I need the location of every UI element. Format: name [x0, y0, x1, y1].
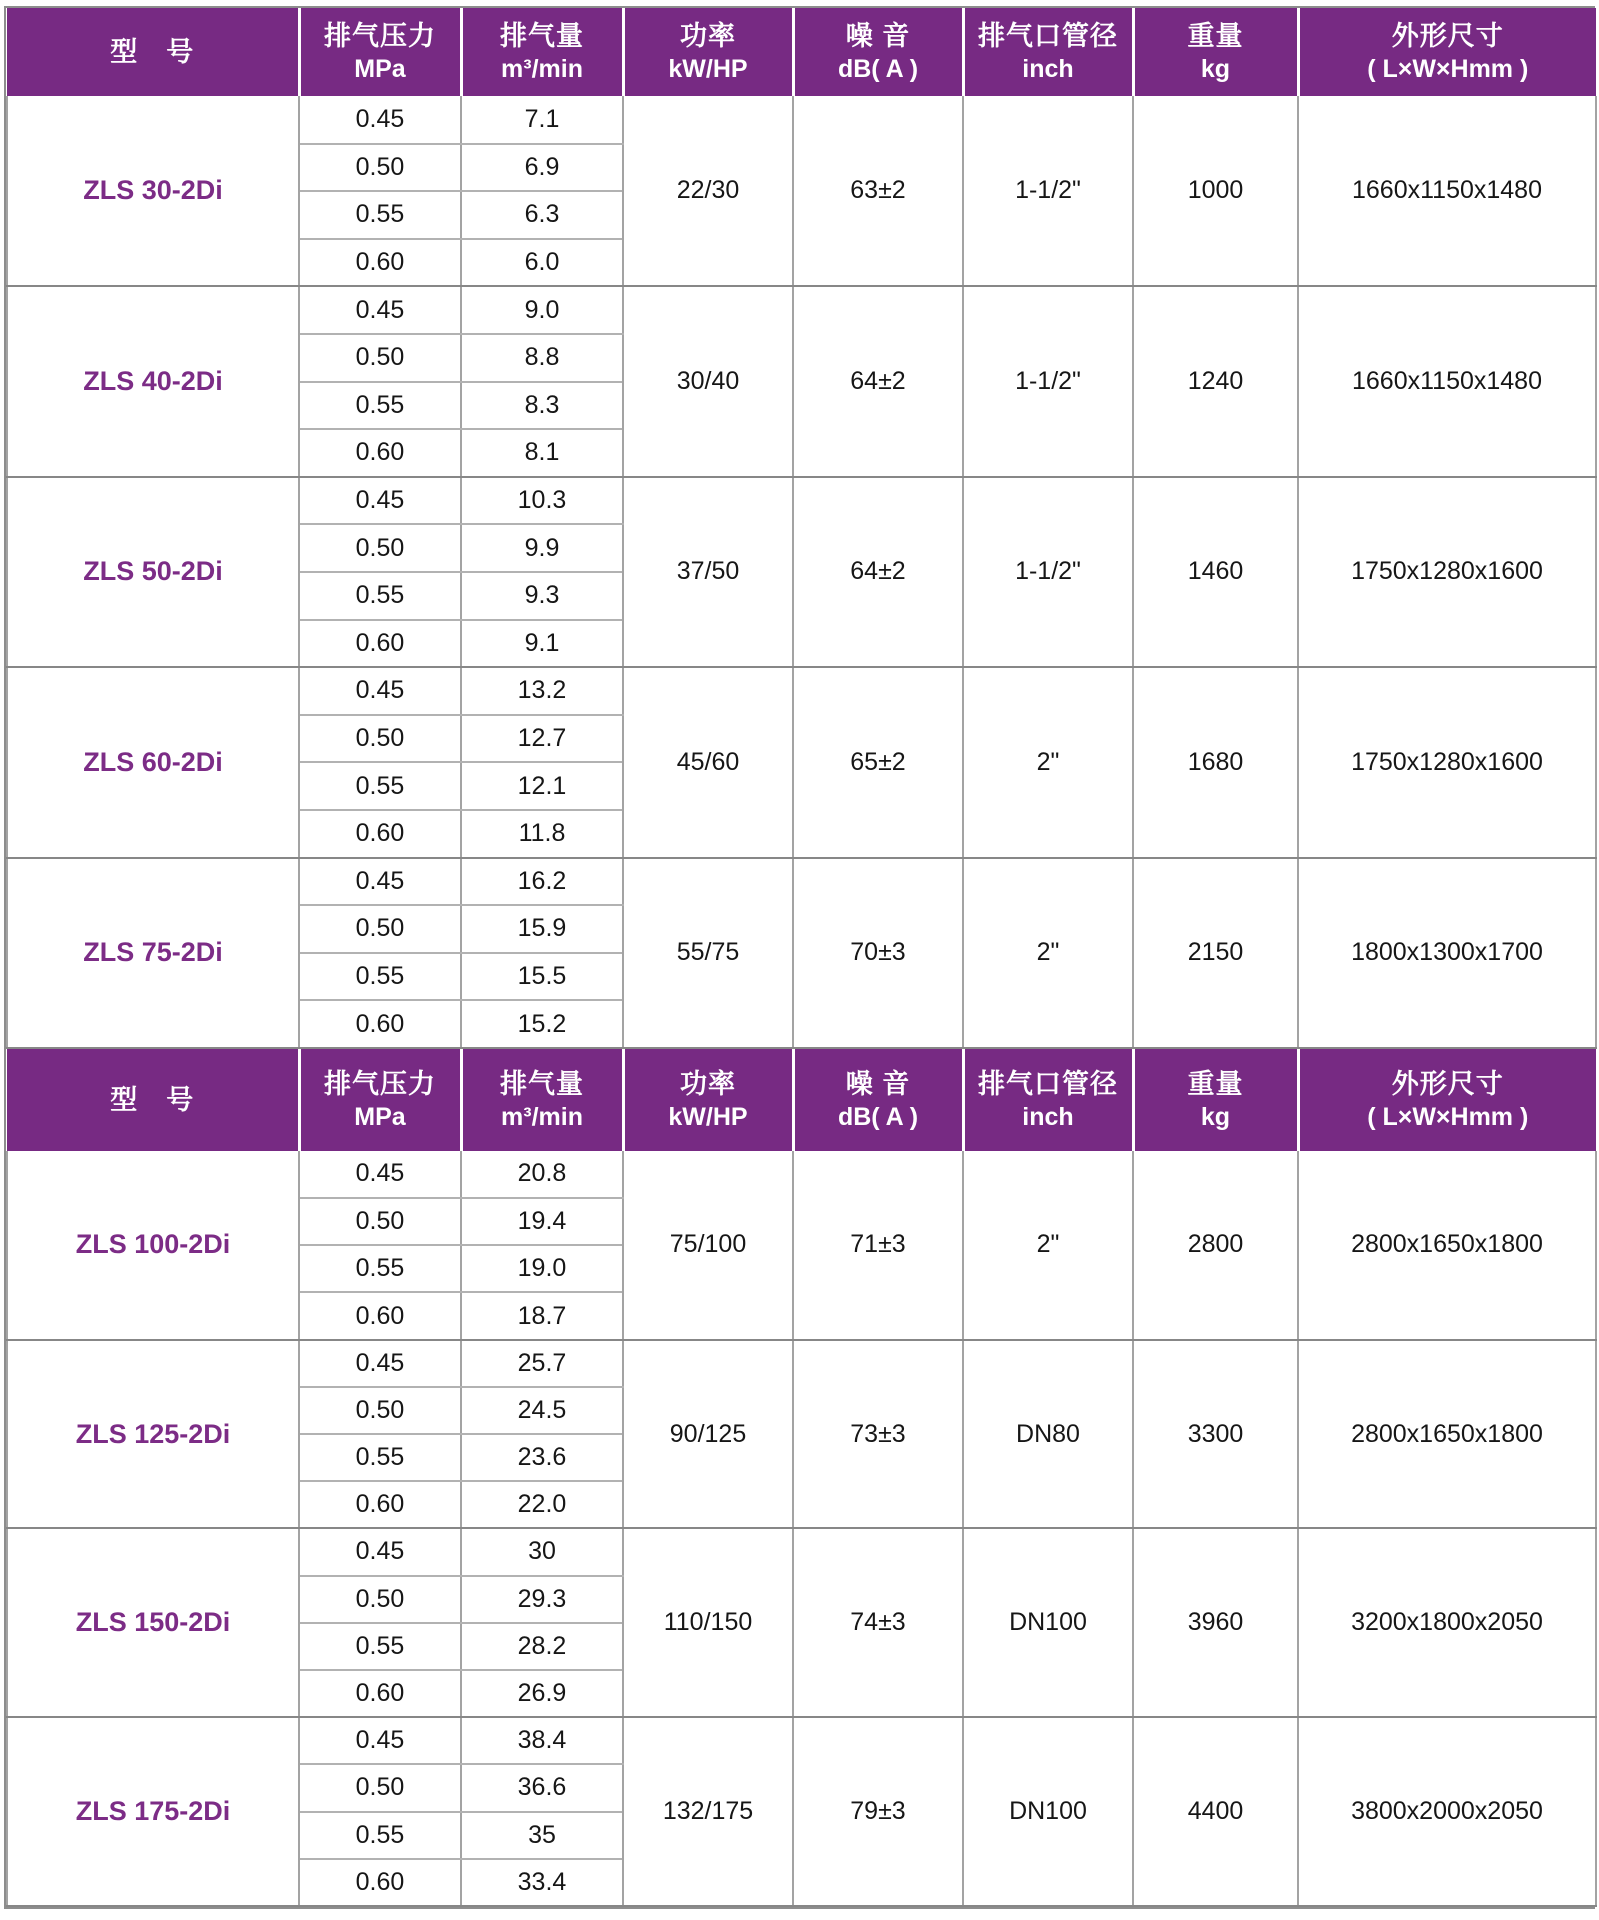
spec-row: [7, 667, 1596, 715]
volume-cell: 16.2: [461, 858, 623, 906]
pressure-cell: 0.55: [299, 1245, 461, 1292]
column-header-title: 外形尺寸: [1391, 1068, 1504, 1099]
volume-cell: 24.5: [461, 1387, 623, 1434]
volume-cell: 38.4: [461, 1717, 623, 1764]
power-cell: 45/60: [623, 667, 793, 857]
noise-cell: 64±2: [793, 286, 963, 476]
spec-tables: [6, 8, 1593, 1907]
model-cell: ZLS 175-2Di: [7, 1717, 299, 1906]
column-header-noise: [793, 8, 963, 96]
volume-cell: 9.1: [461, 620, 623, 668]
noise-cell: 70±3: [793, 858, 963, 1048]
pressure-cell: 0.60: [299, 239, 461, 287]
volume-cell: 6.9: [461, 144, 623, 192]
pressure-cell: 0.55: [299, 382, 461, 430]
pressure-cell: 0.45: [299, 667, 461, 715]
noise-cell: 71±3: [793, 1151, 963, 1340]
pipe-cell: 1-1/2": [963, 477, 1133, 667]
pressure-cell: 0.45: [299, 1151, 461, 1198]
pressure-cell: 0.45: [299, 477, 461, 525]
dims-cell: 1750x1280x1600: [1298, 667, 1596, 857]
pipe-cell: 2": [963, 1151, 1133, 1340]
noise-cell: 74±3: [793, 1528, 963, 1717]
power-cell: 37/50: [623, 477, 793, 667]
pipe-cell: DN80: [963, 1340, 1133, 1529]
pressure-cell: 0.55: [299, 953, 461, 1001]
column-header-weight: [1133, 8, 1298, 96]
volume-cell: 28.2: [461, 1623, 623, 1670]
volume-cell: 8.3: [461, 382, 623, 430]
column-header-unit: kW/HP: [668, 1102, 748, 1131]
pressure-cell: 0.45: [299, 1528, 461, 1575]
pressure-cell: 0.60: [299, 810, 461, 858]
column-header-unit: dB( A ): [837, 55, 919, 83]
weight-cell: 2150: [1133, 858, 1298, 1048]
noise-cell: 64±2: [793, 477, 963, 667]
volume-cell: 35: [461, 1812, 623, 1859]
column-header-power: [623, 1049, 793, 1151]
weight-cell: 1240: [1133, 286, 1298, 476]
column-header-title: 噪 音: [845, 21, 911, 51]
column-header-title: 排气压力: [324, 21, 436, 51]
noise-cell: 63±2: [793, 96, 963, 286]
volume-cell: 15.5: [461, 953, 623, 1001]
pressure-cell: 0.50: [299, 715, 461, 763]
weight-cell: 3960: [1133, 1528, 1298, 1717]
volume-cell: 23.6: [461, 1434, 623, 1481]
noise-cell: 79±3: [793, 1717, 963, 1906]
volume-cell: 25.7: [461, 1340, 623, 1387]
volume-cell: 8.8: [461, 334, 623, 382]
spec-row: [7, 1151, 1596, 1198]
dims-cell: 1750x1280x1600: [1298, 477, 1596, 667]
weight-cell: 1000: [1133, 96, 1298, 286]
model-cell: ZLS 100-2Di: [7, 1151, 299, 1340]
volume-cell: 9.0: [461, 286, 623, 334]
volume-cell: 12.1: [461, 762, 623, 810]
dims-cell: 1660x1150x1480: [1298, 286, 1596, 476]
spec-row: [7, 96, 1596, 144]
volume-cell: 33.4: [461, 1859, 623, 1906]
pressure-cell: 0.55: [299, 1812, 461, 1859]
volume-cell: 18.7: [461, 1292, 623, 1339]
column-header-model: [7, 1049, 299, 1151]
column-header-pressure: [299, 8, 461, 96]
pressure-cell: 0.45: [299, 286, 461, 334]
spec-row: [7, 286, 1596, 334]
column-header-model: [7, 8, 299, 96]
pipe-cell: DN100: [963, 1528, 1133, 1717]
column-header-title: 排气口管径: [978, 1068, 1118, 1099]
column-header-unit: m³/min: [501, 55, 583, 83]
pipe-cell: 1-1/2": [963, 286, 1133, 476]
volume-cell: 12.7: [461, 715, 623, 763]
volume-cell: 22.0: [461, 1481, 623, 1528]
pressure-cell: 0.45: [299, 858, 461, 906]
model-cell: ZLS 60-2Di: [7, 667, 299, 857]
column-header-pressure: [299, 1049, 461, 1151]
column-header-unit: dB( A ): [837, 1102, 919, 1131]
pressure-cell: 0.50: [299, 1576, 461, 1623]
weight-cell: 1680: [1133, 667, 1298, 857]
pressure-cell: 0.50: [299, 144, 461, 192]
volume-cell: 9.9: [461, 524, 623, 572]
volume-cell: 29.3: [461, 1576, 623, 1623]
column-header-unit: ( L×W×Hmm ): [1367, 1102, 1529, 1131]
volume-cell: 13.2: [461, 667, 623, 715]
column-header-title: 型 号: [110, 37, 195, 67]
pressure-cell: 0.50: [299, 1198, 461, 1245]
spec-row: [7, 1528, 1596, 1575]
column-header-title: 排气量: [500, 21, 584, 51]
pressure-cell: 0.45: [299, 1717, 461, 1764]
column-header-noise: [793, 1049, 963, 1151]
column-header-dims: [1298, 1049, 1596, 1151]
column-header-title: 功率: [680, 21, 736, 51]
spec-table-frame: [4, 6, 1595, 1909]
power-cell: 30/40: [623, 286, 793, 476]
pressure-cell: 0.55: [299, 572, 461, 620]
volume-cell: 7.1: [461, 96, 623, 144]
pipe-cell: 2": [963, 858, 1133, 1048]
power-cell: 55/75: [623, 858, 793, 1048]
power-cell: 90/125: [623, 1340, 793, 1529]
power-cell: 22/30: [623, 96, 793, 286]
dims-cell: 1660x1150x1480: [1298, 96, 1596, 286]
column-header-title: 排气口管径: [978, 21, 1118, 51]
spec-row: [7, 858, 1596, 906]
spec-table-section-2: [6, 1049, 1597, 1907]
volume-cell: 20.8: [461, 1151, 623, 1198]
column-header-pipe: [963, 8, 1133, 96]
model-cell: ZLS 50-2Di: [7, 477, 299, 667]
dims-cell: 2800x1650x1800: [1298, 1340, 1596, 1529]
pressure-cell: 0.50: [299, 524, 461, 572]
column-header-pipe: [963, 1049, 1133, 1151]
pipe-cell: 1-1/2": [963, 96, 1133, 286]
pressure-cell: 0.60: [299, 1481, 461, 1528]
column-header-unit: inch: [1022, 55, 1074, 83]
weight-cell: 2800: [1133, 1151, 1298, 1340]
noise-cell: 65±2: [793, 667, 963, 857]
column-header-unit: m³/min: [501, 1102, 583, 1131]
pressure-cell: 0.45: [299, 96, 461, 144]
column-header-unit: MPa: [354, 55, 406, 83]
weight-cell: 1460: [1133, 477, 1298, 667]
column-header-unit: ( L×W×Hmm ): [1367, 55, 1529, 83]
column-header-title: 外形尺寸: [1391, 21, 1504, 51]
power-cell: 110/150: [623, 1528, 793, 1717]
pipe-cell: DN100: [963, 1717, 1133, 1906]
header-row: [7, 8, 1596, 96]
model-cell: ZLS 125-2Di: [7, 1340, 299, 1529]
weight-cell: 3300: [1133, 1340, 1298, 1529]
volume-cell: 19.4: [461, 1198, 623, 1245]
power-cell: 75/100: [623, 1151, 793, 1340]
dims-cell: 3200x1800x2050: [1298, 1528, 1596, 1717]
pipe-cell: 2": [963, 667, 1133, 857]
volume-cell: 6.0: [461, 239, 623, 287]
pressure-cell: 0.50: [299, 334, 461, 382]
pressure-cell: 0.55: [299, 1623, 461, 1670]
noise-cell: 73±3: [793, 1340, 963, 1529]
volume-cell: 30: [461, 1528, 623, 1575]
pressure-cell: 0.45: [299, 1340, 461, 1387]
pressure-cell: 0.60: [299, 1000, 461, 1048]
power-cell: 132/175: [623, 1717, 793, 1906]
column-header-title: 型 号: [110, 1084, 195, 1115]
pressure-cell: 0.50: [299, 1387, 461, 1434]
model-cell: ZLS 30-2Di: [7, 96, 299, 286]
pressure-cell: 0.55: [299, 191, 461, 239]
column-header-unit: kg: [1200, 55, 1231, 83]
spec-row: [7, 1340, 1596, 1387]
model-cell: ZLS 40-2Di: [7, 286, 299, 476]
column-header-title: 排气量: [500, 1068, 584, 1099]
volume-cell: 8.1: [461, 429, 623, 477]
column-header-volume: [461, 8, 623, 96]
dims-cell: 1800x1300x1700: [1298, 858, 1596, 1048]
volume-cell: 15.2: [461, 1000, 623, 1048]
model-cell: ZLS 75-2Di: [7, 858, 299, 1048]
pressure-cell: 0.60: [299, 1292, 461, 1339]
volume-cell: 19.0: [461, 1245, 623, 1292]
column-header-dims: [1298, 8, 1596, 96]
volume-cell: 10.3: [461, 477, 623, 525]
volume-cell: 11.8: [461, 810, 623, 858]
column-header-weight: [1133, 1049, 1298, 1151]
spec-table-section-1: [6, 8, 1597, 1049]
column-header-title: 排气压力: [324, 1068, 436, 1099]
pressure-cell: 0.50: [299, 1764, 461, 1811]
column-header-volume: [461, 1049, 623, 1151]
column-header-unit: kW/HP: [668, 55, 748, 83]
volume-cell: 36.6: [461, 1764, 623, 1811]
header-row: [7, 1049, 1596, 1151]
volume-cell: 26.9: [461, 1670, 623, 1717]
column-header-power: [623, 8, 793, 96]
spec-row: [7, 477, 1596, 525]
pressure-cell: 0.55: [299, 1434, 461, 1481]
spec-row: [7, 1717, 1596, 1764]
column-header-unit: kg: [1200, 1102, 1231, 1131]
pressure-cell: 0.60: [299, 1670, 461, 1717]
pressure-cell: 0.60: [299, 429, 461, 477]
weight-cell: 4400: [1133, 1717, 1298, 1906]
column-header-title: 噪 音: [845, 1068, 911, 1099]
model-cell: ZLS 150-2Di: [7, 1528, 299, 1717]
volume-cell: 9.3: [461, 572, 623, 620]
column-header-title: 重量: [1187, 1068, 1244, 1099]
dims-cell: 2800x1650x1800: [1298, 1151, 1596, 1340]
pressure-cell: 0.60: [299, 620, 461, 668]
column-header-unit: inch: [1022, 1102, 1074, 1131]
pressure-cell: 0.50: [299, 905, 461, 953]
pressure-cell: 0.55: [299, 762, 461, 810]
volume-cell: 6.3: [461, 191, 623, 239]
volume-cell: 15.9: [461, 905, 623, 953]
pressure-cell: 0.60: [299, 1859, 461, 1906]
dims-cell: 3800x2000x2050: [1298, 1717, 1596, 1906]
column-header-title: 重量: [1187, 21, 1244, 51]
column-header-title: 功率: [680, 1068, 736, 1099]
column-header-unit: MPa: [354, 1102, 406, 1131]
